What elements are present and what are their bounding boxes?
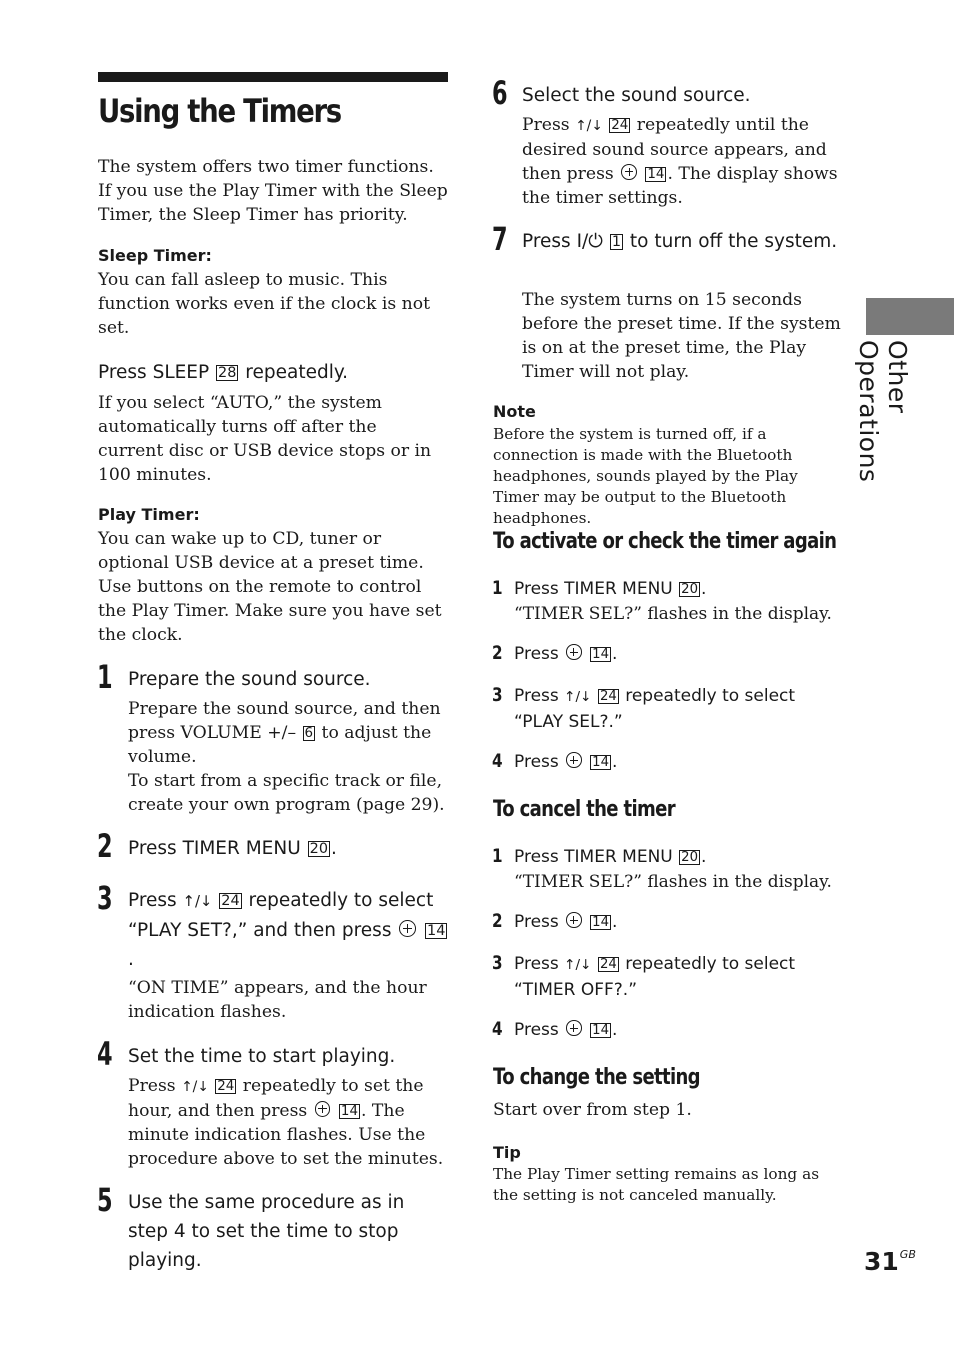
activate-1-post: . xyxy=(701,579,707,599)
enter-button-key: 14 xyxy=(592,914,610,930)
enter-button-icon xyxy=(566,912,582,928)
cancel-heading: To cancel the timer xyxy=(493,797,675,822)
activate-3-number: 3 xyxy=(492,684,503,706)
change-text: Start over from step 1. xyxy=(493,1100,692,1120)
sleep-instr-post: repeatedly. xyxy=(245,362,349,383)
cancel-3-pre: Press xyxy=(514,954,559,974)
enter-button-icon xyxy=(315,1101,331,1117)
cancel-step-3 xyxy=(514,952,849,1003)
activate-step-1 xyxy=(514,577,849,626)
activate-1-number: 1 xyxy=(492,577,503,599)
step-2-post: . xyxy=(331,838,337,859)
step-2-text: Press TIMER MENU xyxy=(128,838,301,859)
timer-menu-key: 20 xyxy=(681,849,699,865)
enter-button-key: 14 xyxy=(592,1022,610,1038)
step-2-number: 2 xyxy=(97,827,113,865)
play-timer-heading: Play Timer: xyxy=(98,505,200,524)
up-down-arrows-icon: ↑/↓ xyxy=(564,957,592,973)
step-1-detail-text: Prepare the sound source, and then press VOLUME +/– xyxy=(128,699,441,743)
play-timer-desc2: Use buttons on the remote to control the Play Timer. Make sure you have set the clock. xyxy=(98,577,442,645)
title-rule xyxy=(98,72,448,82)
up-down-arrows-icon: ↑/↓ xyxy=(181,1079,209,1095)
step-4-post: . The minute indication flashes. Use the procedure above to set the minutes. xyxy=(128,1101,444,1169)
activate-4-pre: Press xyxy=(514,752,559,772)
volume-button-key: 6 xyxy=(304,725,314,741)
cancel-1-number: 1 xyxy=(492,845,503,867)
activate-heading: To activate or check the timer again xyxy=(493,529,837,554)
cancel-4-pre: Press xyxy=(514,1020,559,1040)
cancel-2-post: . xyxy=(612,912,618,932)
cancel-1-detail: “TIMER SEL?” flashes in the display. xyxy=(514,872,832,892)
step-3-post: . xyxy=(128,949,134,970)
cancel-3-number: 3 xyxy=(492,952,503,974)
step-7-pre: Press xyxy=(522,231,571,252)
activate-2-pre: Press xyxy=(514,644,559,664)
step-1-detail xyxy=(128,697,448,817)
enter-button-key: 14 xyxy=(592,754,610,770)
step-7-post: to turn off the system. xyxy=(629,231,838,252)
step-7-number: 7 xyxy=(492,220,508,258)
arrow-button-key: 24 xyxy=(611,117,629,133)
step-3-detail: “ON TIME” appears, and the hour indication flashes. xyxy=(128,978,427,1022)
step-4-detail xyxy=(128,1074,448,1171)
note-heading: Note xyxy=(493,402,536,421)
page-number xyxy=(864,1247,916,1276)
power-icon: I/⏻ xyxy=(576,231,603,252)
arrow-button-key: 24 xyxy=(599,956,617,972)
arrow-button-key: 24 xyxy=(599,688,617,704)
sleep-timer-desc: You can fall asleep to music. This function works even if the clock is not set. xyxy=(98,270,430,338)
step-6-detail xyxy=(522,113,842,210)
step-6-instruction: Select the sound source. xyxy=(522,85,751,106)
step-4-mid: repeatedly to set the hour, and then press xyxy=(128,1076,424,1121)
cancel-step-1 xyxy=(514,845,849,894)
power-button-key: 1 xyxy=(611,233,621,250)
intro-paragraph: The system offers two timer functions. If you use the Play Timer with the Sleep Timer, the Sleep Timer has priority. xyxy=(98,157,448,225)
timer-menu-key: 20 xyxy=(309,840,328,857)
step-1-instruction: Prepare the sound source. xyxy=(128,669,371,690)
page-number-value: 31 xyxy=(864,1247,899,1276)
sleep-timer-heading: Sleep Timer: xyxy=(98,246,212,265)
step-2-instruction xyxy=(128,834,448,863)
enter-button-icon xyxy=(399,920,416,937)
arrow-button-key: 24 xyxy=(221,892,240,909)
activate-1-pre: Press TIMER MENU xyxy=(514,579,673,599)
cancel-step-4 xyxy=(514,1018,617,1043)
section-tab-marker xyxy=(866,298,954,335)
activate-3-line2: “PLAY SEL?.” xyxy=(514,712,623,732)
cancel-2-number: 2 xyxy=(492,910,503,932)
activate-1-detail: “TIMER SEL?” flashes in the display. xyxy=(514,604,832,624)
cancel-1-pre: Press TIMER MENU xyxy=(514,847,673,867)
step-3-number: 3 xyxy=(97,879,113,917)
step-1-number: 1 xyxy=(97,658,113,696)
step-3-instruction xyxy=(128,886,450,974)
up-down-arrows-icon: ↑/↓ xyxy=(575,118,603,134)
enter-button-icon xyxy=(566,1020,582,1036)
timer-menu-key: 20 xyxy=(681,581,699,597)
step-6-post: . The display shows the timer settings. xyxy=(522,164,838,208)
cancel-1-post: . xyxy=(701,847,707,867)
sleep-detail: If you select “AUTO,” the system automatically turns off after the current disc or USB device stops or in 100 minutes. xyxy=(98,393,432,485)
sleep-button-key: 28 xyxy=(218,364,237,381)
step-1-detail-2: To start from a specific track or file, create your own program (page 29). xyxy=(128,771,445,815)
step-7-detail: The system turns on 15 seconds before the preset time. If the system is on at the preset time, the Play Timer will not play. xyxy=(522,290,841,382)
activate-2-number: 2 xyxy=(492,642,503,664)
enter-button-key: 14 xyxy=(592,646,610,662)
play-timer-desc1: You can wake up to CD, tuner or optional USB device at a preset time. xyxy=(98,529,424,573)
step-4-instruction: Set the time to start playing. xyxy=(128,1046,396,1067)
activate-2-post: . xyxy=(612,644,618,664)
sleep-instruction xyxy=(98,358,453,387)
cancel-4-number: 4 xyxy=(492,1018,503,1040)
cancel-step-2 xyxy=(514,910,617,935)
cancel-3-line2: “TIMER OFF?.” xyxy=(514,980,638,1000)
page-title: Using the Timers xyxy=(98,92,341,130)
step-6-mid: repeatedly until the desired sound source appears, and then press xyxy=(522,115,827,184)
change-heading: To change the setting xyxy=(493,1065,700,1090)
step-6-number: 6 xyxy=(492,74,508,112)
cancel-3-post: repeatedly to select xyxy=(625,954,796,974)
activate-4-number: 4 xyxy=(492,750,503,772)
cancel-4-post: . xyxy=(612,1020,618,1040)
step-1-detail-post: to adjust the volume. xyxy=(128,723,432,767)
enter-button-icon xyxy=(566,644,582,660)
enter-button-key: 14 xyxy=(647,166,665,182)
activate-4-post: . xyxy=(612,752,618,772)
enter-button-icon xyxy=(566,752,582,768)
activate-step-2 xyxy=(514,642,617,667)
tip-heading: Tip xyxy=(493,1143,521,1162)
enter-button-key: 14 xyxy=(427,922,446,939)
cancel-2-pre: Press xyxy=(514,912,559,932)
section-tab-label: Other Operations xyxy=(854,340,912,483)
up-down-arrows-icon: ↑/↓ xyxy=(564,689,592,705)
enter-button-key: 14 xyxy=(340,1103,358,1119)
tip-text: The Play Timer setting remains as long as the setting is not canceled manually. xyxy=(493,1165,820,1204)
step-4-number: 4 xyxy=(97,1035,113,1073)
step-4-pre: Press xyxy=(128,1076,176,1096)
step-5-instruction: Use the same procedure as in step 4 to set the time to stop playing. xyxy=(128,1192,405,1271)
note-text: Before the system is turned off, if a connection is made with the Bluetooth headphones, sounds played by the Play Timer may be output to the Bluetooth headphones. xyxy=(493,425,798,527)
enter-button-icon xyxy=(621,164,637,180)
step-7-instruction xyxy=(522,227,842,256)
up-down-arrows-icon: ↑/↓ xyxy=(182,893,213,910)
activate-step-3 xyxy=(514,684,849,735)
sleep-instr-pre: Press SLEEP xyxy=(98,362,210,383)
page-number-suffix: GB xyxy=(899,1248,916,1261)
step-3-mid: repeatedly to select “PLAY SET?,” and then press xyxy=(128,890,434,941)
activate-step-4 xyxy=(514,750,617,775)
step-6-pre: Press xyxy=(522,115,570,135)
arrow-button-key: 24 xyxy=(217,1078,235,1094)
activate-3-post: repeatedly to select xyxy=(625,686,796,706)
step-3-pre: Press xyxy=(128,890,177,911)
activate-3-pre: Press xyxy=(514,686,559,706)
step-5-number: 5 xyxy=(97,1181,113,1219)
